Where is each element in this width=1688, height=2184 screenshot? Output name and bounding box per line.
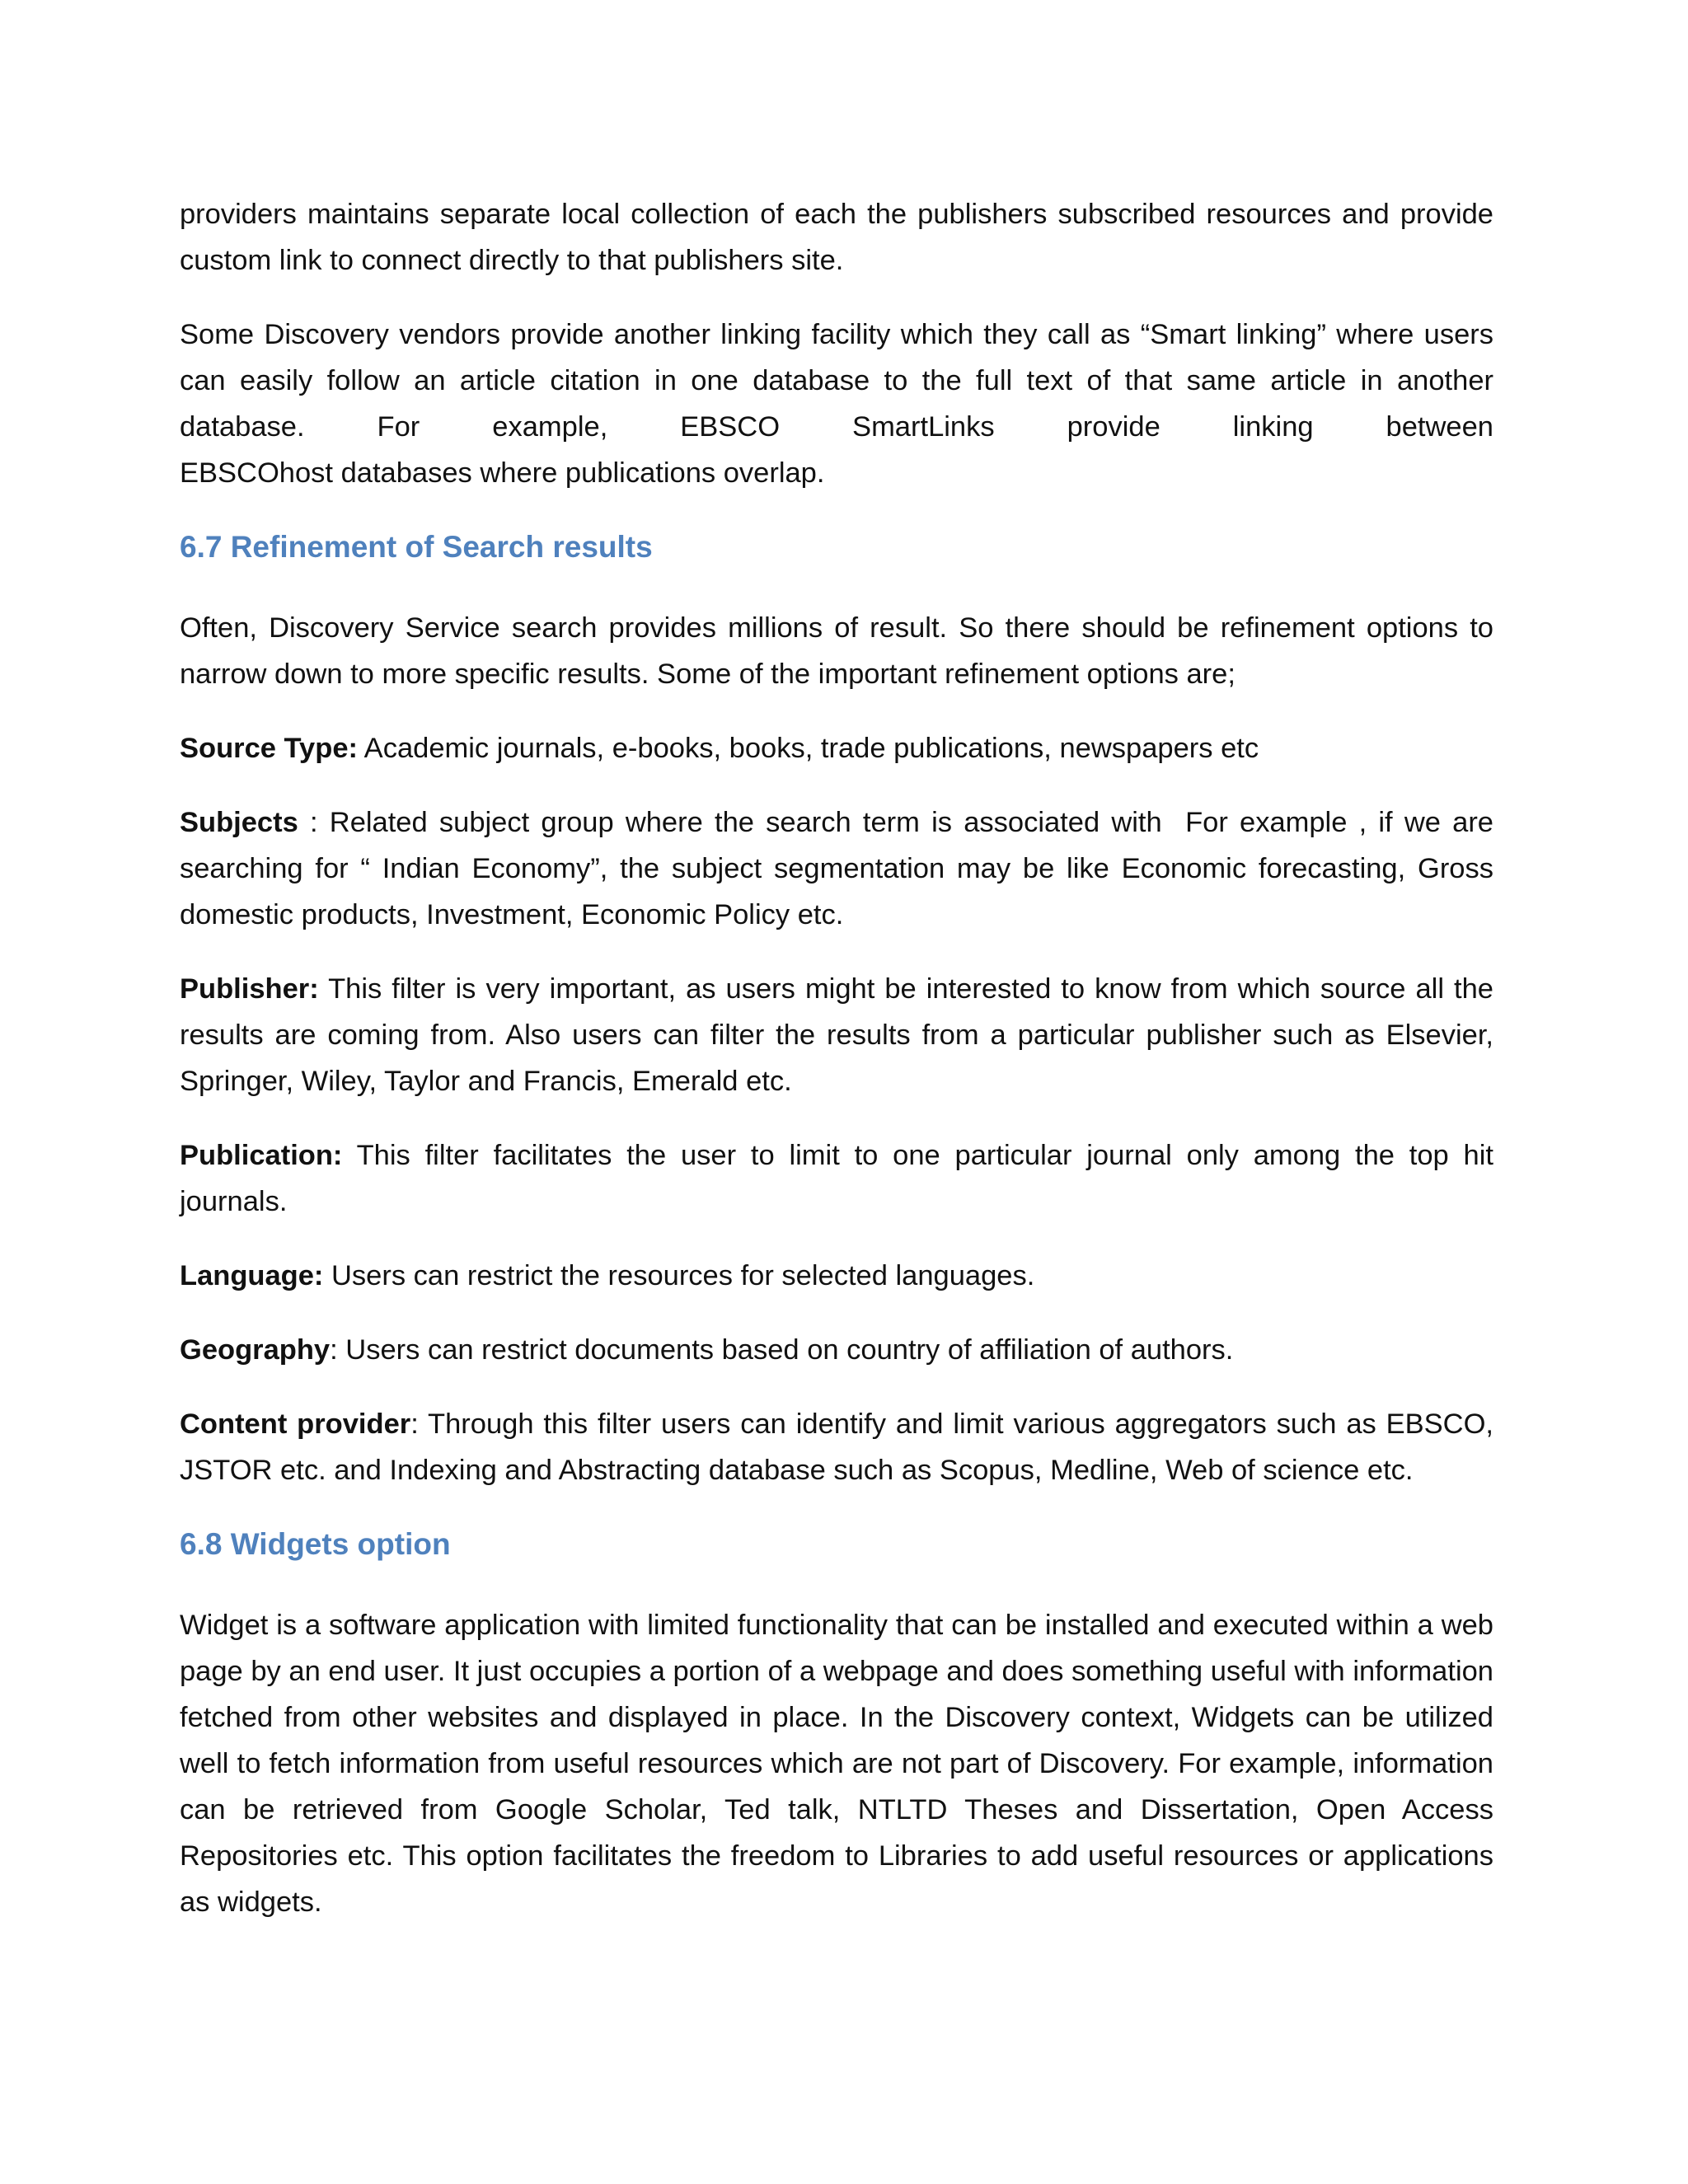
section-heading-6-7: 6.7 Refinement of Search results (180, 530, 653, 564)
refinement-description: Users can restrict the resources for selected languages. (323, 1260, 1035, 1291)
refinement-item-geography (180, 1327, 1493, 1373)
section-heading-6-8: 6.8 Widgets option (180, 1527, 451, 1561)
refinement-term: Publisher: (180, 973, 319, 1005)
refinement-item-content-provider (180, 1401, 1493, 1493)
refinement-term: Source Type: (180, 733, 358, 764)
refinement-term: Publication: (180, 1140, 343, 1171)
refinement-term: Geography (180, 1334, 331, 1366)
refinement-term: Content provider (180, 1408, 411, 1440)
refinement-description: : Users can restrict documents based on country of affiliation of authors. (330, 1334, 1234, 1366)
smart-linking-paragraph-main: Some Discovery vendors provide another linking facility which they call as “Smart linking” where users can easily follow an article citation in one database to the full text of that same article in another database. For example, EBSCO SmartLinks provide linking between (180, 319, 1493, 443)
smart-linking-paragraph-end: EBSCOhost databases where publications overlap. (180, 457, 825, 489)
refinement-intro-paragraph: Often, Discovery Service search provides millions of result. So there should be refinement options to narrow down to more specific results. Some of the important refinement options are; (180, 612, 1493, 690)
refinement-item-source-type (180, 725, 1493, 771)
refinement-description: This filter is very important, as users might be interested to know from which source all the results are coming from. Also users can filter the results from a particular publisher such as Elsevier, Springer, Wiley, Taylor and Francis, Emerald etc. (180, 973, 1493, 1097)
refinement-item-subjects (180, 799, 1502, 938)
refinement-description: : Through this filter users can identify and limit various aggregators such as EBSCO, JSTOR etc. and Indexing and Abstracting database such as Scopus, Medline, Web of science etc. (180, 1408, 1493, 1486)
refinement-item-publication (180, 1132, 1493, 1225)
refinement-description: : Related subject group where the search term is associated with For example , if we are searching for “ Indian Economy”, the subject segmentation may be like Economic forecasting, Gross domestic products, Investment, Economic Policy etc. (180, 807, 1502, 930)
page-content (180, 191, 1502, 1953)
refinement-item-publisher (180, 966, 1493, 1104)
widgets-paragraph: Widget is a software application with limited functionality that can be installed and executed within a web page by an end user. It just occupies a portion of a webpage and does something useful with information fetched from other websites and displayed in place. In the Discovery context, Widgets can be utilized well to fetch information from useful resources which are not part of Discovery. For example, information can be retrieved from Google Scholar, Ted talk, NTLTD Theses and Dissertation, Open Access Repositories etc. This option facilitates the freedom to Libraries to add useful resources or applications as widgets. (180, 1610, 1493, 1918)
refinement-item-language (180, 1253, 1493, 1299)
refinement-term: Language: (180, 1260, 324, 1291)
refinement-term: Subjects (180, 807, 298, 838)
smart-linking-paragraph (180, 312, 1493, 496)
continuation-paragraph: providers maintains separate local collection of each the publishers subscribed resources and provide custom link to connect directly to that publishers site. (180, 199, 1493, 276)
refinement-description: This filter facilitates the user to limit to one particular journal only among the top hit journals. (180, 1140, 1493, 1217)
refinement-description: Academic journals, e-books, books, trade publications, newspapers etc (358, 733, 1259, 764)
